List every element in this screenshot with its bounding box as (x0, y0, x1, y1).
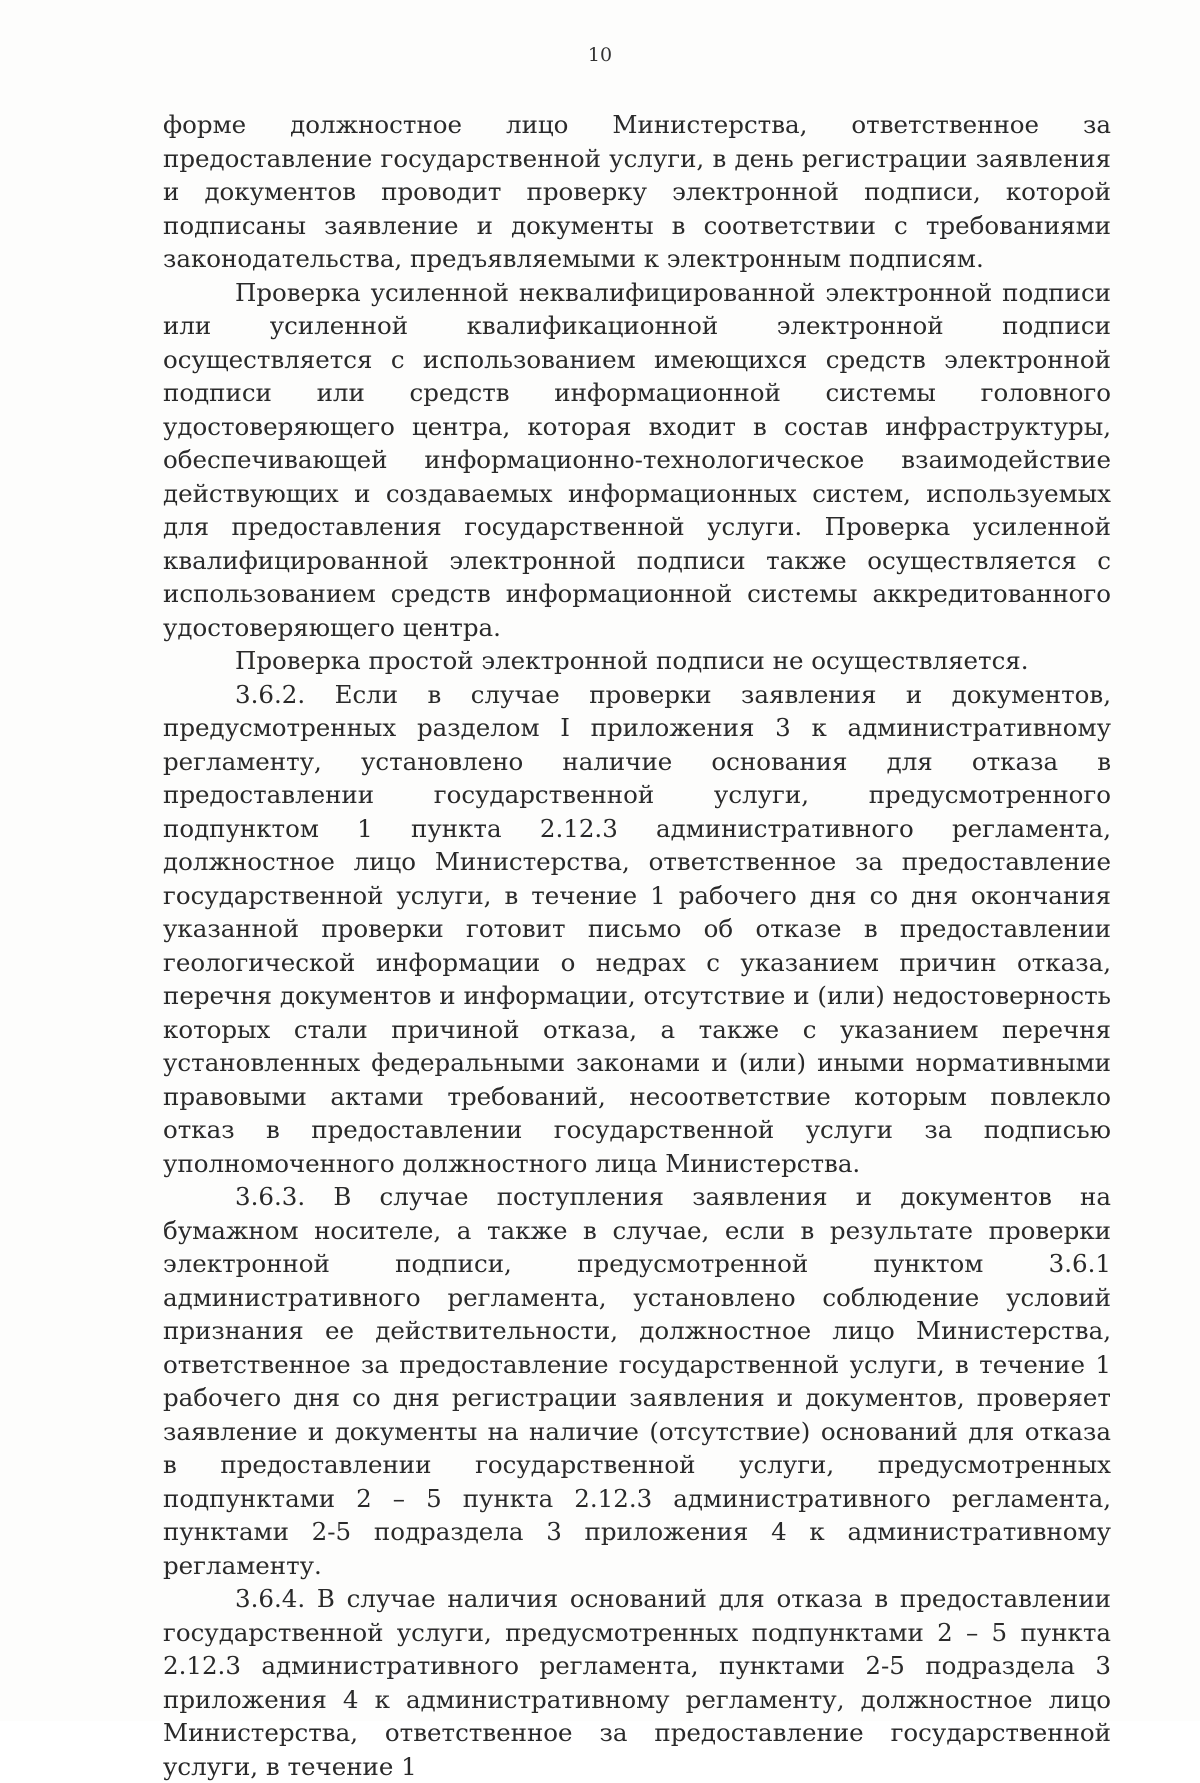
document-body (163, 108, 1111, 1783)
paragraph-continuation: форме должностное лицо Министерства, ответственное за предоставление государственной услуги, в день регистрации заявления и документов проводит проверку электронной подписи, которой подписаны заявление и документы в соответствии с требованиями законодательства, предъявляемыми к электронным подписям. (163, 110, 1111, 273)
paragraph-3-6-2: 3.6.2. Если в случае проверки заявления и документов, предусмотренных разделом I приложения 3 к административному регламенту, установлено наличие основания для отказа в предоставлении государственной услуги, предусмотренного подпунктом 1 пункта 2.12.3 административного регламента, должностное лицо Министерства, ответственное за предоставление государственной услуги, в течение 1 рабочего дня со дня окончания указанной проверки готовит письмо об отказе в предоставлении геологической информации о недрах с указанием причин отказа, перечня документов и информации, отсутствие и (или) недостоверность которых стали причиной отказа, а также с указанием перечня установленных федеральными законами и (или) иными нормативными правовыми актами требований, несоответствие которым повлекло отказ в предоставлении государственной услуги за подписью уполномоченного должностного лица Министерства. (163, 679, 1111, 1178)
page-number: 10 (587, 44, 613, 66)
paragraph-3-6-3: 3.6.3. В случае поступления заявления и документов на бумажном носителе, а также в случае, если в результате проверки электронной подписи, предусмотренной пунктом 3.6.1 административного регламента, установлено соблюдение условий признания ее действительности, должностное лицо Министерства, ответственное за предоставление государственной услуги, в течение 1 рабочего дня со дня регистрации заявления и документов, проверяет заявление и документы на наличие (отсутствие) оснований для отказа в предоставлении государственной услуги, предусмотренных подпунктами 2 – 5 пункта 2.12.3 административного регламента, пунктами 2-5 подраздела 3 приложения 4 к административному регламенту. (163, 1182, 1111, 1580)
paragraph-simple-signature: Проверка простой электронной подписи не осуществляется. (235, 646, 1029, 675)
paragraph-signature-verification: Проверка усиленной неквалифицированной электронной подписи или усиленной квалификационной электронной подписи осуществляется с использованием имеющихся средств электронной подписи или средств информационной системы головного удостоверяющего центра, которая входит в состав инфраструктуры, обеспечивающей информационно-технологическое взаимодействие действующих и создаваемых информационных систем, используемых для предоставления государственной услуги. Проверка усиленной квалифицированной электронной подписи также осуществляется с использованием средств информационной системы аккредитованного удостоверяющего центра. (163, 277, 1111, 642)
paragraph-3-6-4: 3.6.4. В случае наличия оснований для отказа в предоставлении государственной услуги, предусмотренных подпунктами 2 – 5 пункта 2.12.3 административного регламента, пунктами 2-5 подраздела 3 приложения 4 к административному регламенту, должностное лицо Министерства, ответственное за предоставление государственной услуги, в течение 1 (163, 1584, 1111, 1781)
